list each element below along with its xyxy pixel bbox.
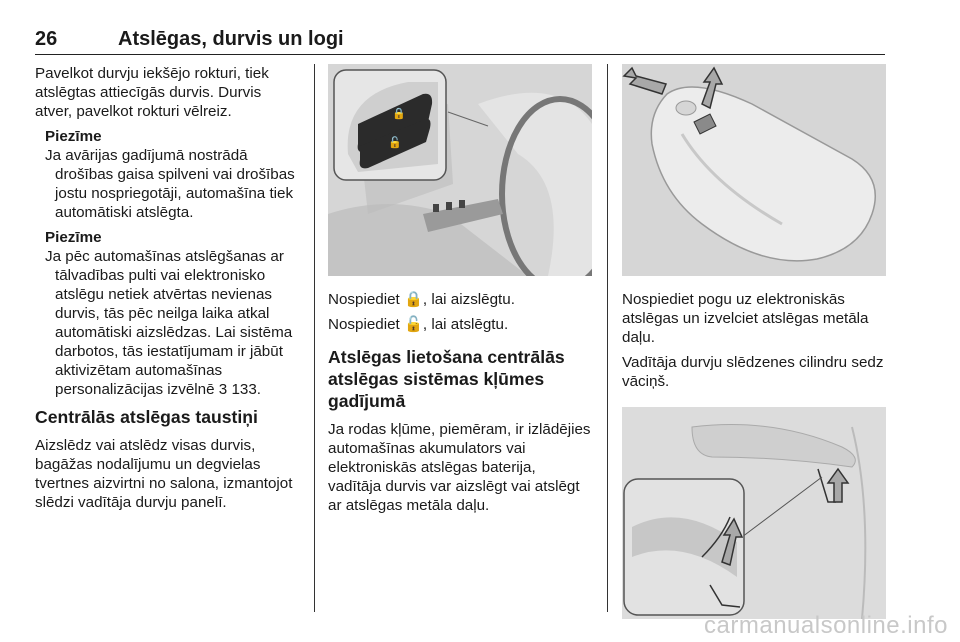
column-3 — [622, 64, 886, 619]
page-reference-link[interactable]: 3 133. — [218, 381, 262, 398]
svg-text:🔒: 🔒 — [392, 107, 406, 120]
lock-instruction: Nospiediet 🔒, lai aizslēgtu. — [328, 291, 515, 308]
note-heading: Piezīme — [45, 128, 102, 145]
column-1 — [35, 64, 297, 512]
door-switch-illustration — [328, 64, 592, 276]
unlock-icon: 🔓 — [404, 316, 423, 333]
note-text: Ja pēc automašīnas atslēgšanas ar tālvadības pulti vai elektronisko atslēgu netiek atvērtas nevienas durvis, tās pēc neilga laika atkal automātiski aizslēdzas. Lai sistēma darbotos, tās iestatījumam ir jābūt aktivizētam automašīnas personalizācijas izvēlnē — [45, 248, 293, 398]
column-divider — [314, 64, 315, 612]
column-divider — [607, 64, 608, 612]
note-2 — [45, 228, 297, 399]
door-handle-illustration — [622, 407, 886, 619]
note-body: Ja avārijas gadījumā nostrādā drošības gaisa spilveni vai drošības jostu nospriegotāji, automašīna tiek automātiski atslēgta. — [45, 147, 295, 221]
instruction-paragraph: Vadītāja durvju slēdzenes cilindru sedz vāciņš. — [622, 354, 884, 390]
intro-paragraph: Pavelkot durvju iekšējo rokturi, tiek atslēgtas attiecīgās durvis. Durvis atver, pavelkot rokturi vēlreiz. — [35, 65, 269, 120]
page-header — [35, 26, 885, 55]
note-body — [45, 247, 297, 399]
svg-text:🔓: 🔓 — [388, 136, 402, 149]
section-heading: Atslēgas lietošana centrālās atslēgas sistēmas kļūmes gadījumā — [328, 347, 565, 411]
page-title: Atslēgas, durvis un logi — [118, 28, 344, 50]
body-paragraph: Aizslēdz vai atslēdz visas durvis, bagāžas nodalījumu un degvielas tvertnes aizvirtni no salona, izmantojot slēdzi vadītāja durvju panelī. — [35, 437, 293, 511]
unlock-instruction: Nospiediet 🔓, lai atslēgtu. — [328, 316, 509, 333]
lock-icon: 🔒 — [404, 291, 423, 308]
instruction-paragraph: Nospiediet pogu uz elektroniskās atslēgas un izvelciet atslēgas metāla daļu. — [622, 291, 869, 346]
note-heading: Piezīme — [45, 229, 102, 246]
note-1 — [45, 127, 297, 222]
section-heading: Centrālās atslēgas taustiņi — [35, 407, 258, 427]
column-2 — [328, 64, 592, 515]
watermark: carmanualsonline.info — [704, 612, 948, 639]
electronic-key-illustration — [622, 64, 886, 276]
body-paragraph: Ja rodas kļūme, piemēram, ir izlādējies automašīnas akumulators vai elektroniskās atslēgas baterija, vadītāja durvis var aizslēgt vai atslēgt ar atslēgas metāla daļu. — [328, 421, 591, 514]
page-number: 26 — [35, 28, 58, 50]
